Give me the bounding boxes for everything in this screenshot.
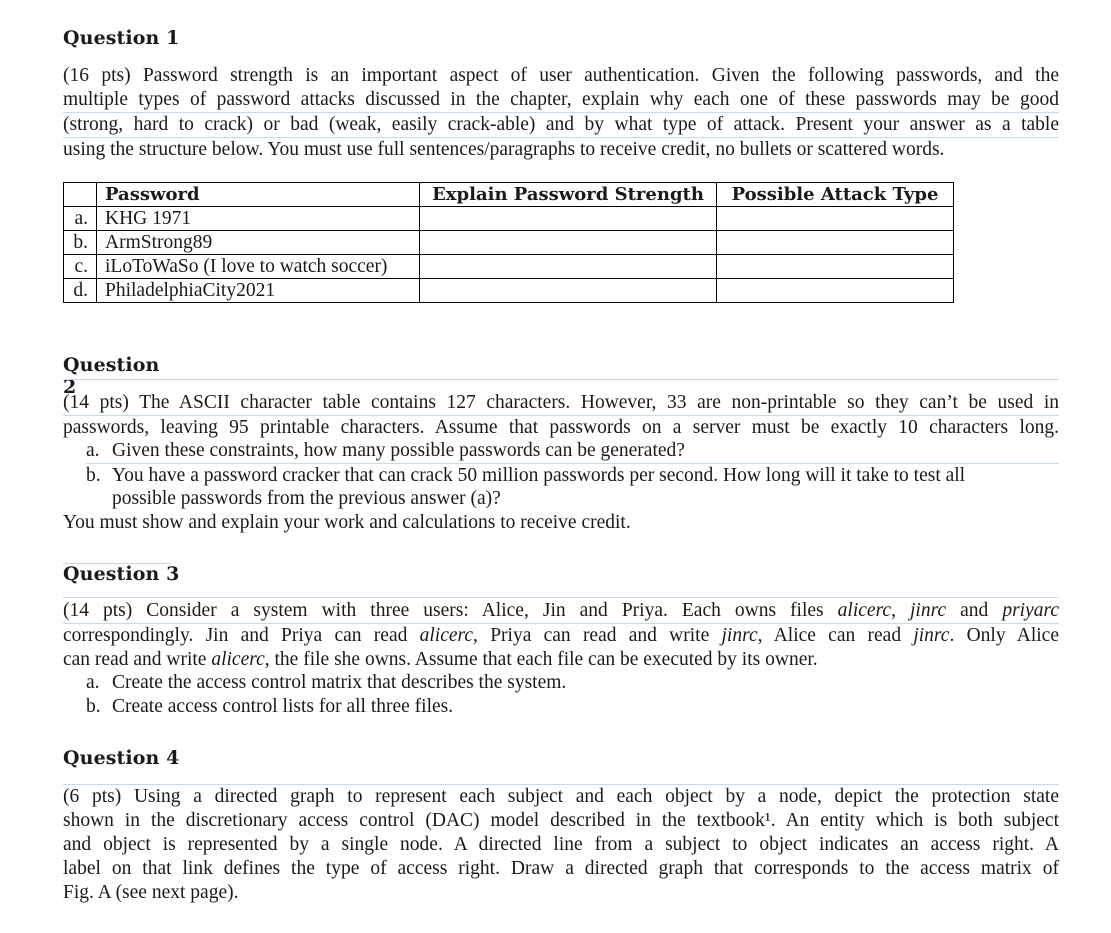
q1-paragraph (63, 64, 1059, 162)
table-header-attack: Possible Attack Type (717, 183, 954, 207)
q3-line-1: (14 pts) Consider a system with three users: Alice, Jin and Priya. Each owns files alicerc, jinrc and priyarc (63, 600, 1060, 621)
table-row (64, 231, 954, 255)
row-password: ArmStrong89 (97, 231, 420, 255)
q1-title: Question 1 (63, 27, 180, 49)
table-header-strength: Explain Password Strength (420, 183, 717, 207)
q3-line-3: can read and write alicerc, the file she owns. Assume that each file can be executed by its owner. (63, 649, 818, 670)
divider (63, 597, 1059, 598)
q2-title: Question 2 (63, 354, 160, 398)
row-strength-cell[interactable] (420, 255, 717, 279)
q4-line-2: shown in the discretionary access control (DAC) model described in the textbook¹. An entity which is both subject (63, 810, 1059, 831)
row-attack-cell[interactable] (717, 255, 954, 279)
row-attack-cell[interactable] (717, 231, 954, 255)
q3-title: Question 3 (63, 563, 180, 585)
q4-line-5: Fig. A (see next page). (63, 882, 239, 903)
q1-line-4: using the structure below. You must use full sentences/paragraphs to receive credit, no bullets or scattered words. (63, 137, 1059, 162)
q2-item-b-cont: possible passwords from the previous answer (a)? (112, 488, 501, 509)
row-index: a. (64, 207, 97, 231)
q2-item-a: a. Given these constraints, how many possible passwords can be generated? (86, 440, 685, 461)
table-header-row (64, 183, 954, 207)
row-strength-cell[interactable] (420, 207, 717, 231)
q2-line-2: passwords, leaving 95 printable characters. Assume that passwords on a server must be exactly 10 characters long. (63, 417, 1059, 438)
q1-line-1: (16 pts) Password strength is an important aspect of user authentication. Given the following passwords, and the (63, 65, 1059, 86)
q2-item-b: b. You have a password cracker that can crack 50 million passwords per second. How long will it take to test all (86, 463, 1059, 488)
q2-closing: You must show and explain your work and calculations to receive credit. (63, 512, 631, 533)
q3-paragraph (63, 599, 1059, 672)
row-index: d. (64, 279, 97, 303)
q4-line-1: (6 pts) Using a directed graph to represent each subject and each object by a node, depict the protection state (63, 786, 1059, 807)
q1-line-3: (strong, hard to crack) or bad (weak, easily crack-able) and by what type of attack. Present your answer as a table (63, 114, 1059, 135)
row-strength-cell[interactable] (420, 231, 717, 255)
divider (63, 379, 1059, 380)
divider (63, 563, 171, 564)
q4-paragraph (63, 785, 1059, 905)
row-password: KHG 1971 (97, 207, 420, 231)
row-strength-cell[interactable] (420, 279, 717, 303)
row-index: c. (64, 255, 97, 279)
table-row (64, 207, 954, 231)
row-attack-cell[interactable] (717, 279, 954, 303)
q3-item-b: b. Create access control lists for all three files. (86, 696, 454, 717)
q4-title: Question 4 (63, 747, 180, 769)
table-header-password: Password (97, 183, 420, 207)
row-attack-cell[interactable] (717, 207, 954, 231)
password-table (63, 182, 954, 303)
q2-line-1: (14 pts) The ASCII character table contains 127 characters. However, 33 are non-printable so they can’t be used in (63, 392, 1059, 413)
q3-line-2: correspondingly. Jin and Priya can read alicerc, Priya can read and write jinrc, Alice can read jinrc. Only Alice (63, 625, 1059, 646)
q4-line-4: label on that link defines the type of access right. Draw a directed graph that corresponds to the access matrix of (63, 858, 1059, 879)
table-row (64, 255, 954, 279)
q4-line-3: and object is represented by a single node. A directed line from a subject to object indicates an access right. A (63, 834, 1059, 855)
table-row (64, 279, 954, 303)
q3-item-a: a. Create the access control matrix that describes the system. (86, 672, 567, 693)
row-index: b. (64, 231, 97, 255)
row-password: PhiladelphiaCity2021 (97, 279, 420, 303)
table-header-index (64, 183, 97, 207)
q1-line-2: multiple types of password attacks discussed in the chapter, explain why each one of these passwords may be good (63, 89, 1059, 110)
q2-paragraph (63, 391, 1059, 440)
row-password: iLoToWaSo (I love to watch soccer) (97, 255, 420, 279)
